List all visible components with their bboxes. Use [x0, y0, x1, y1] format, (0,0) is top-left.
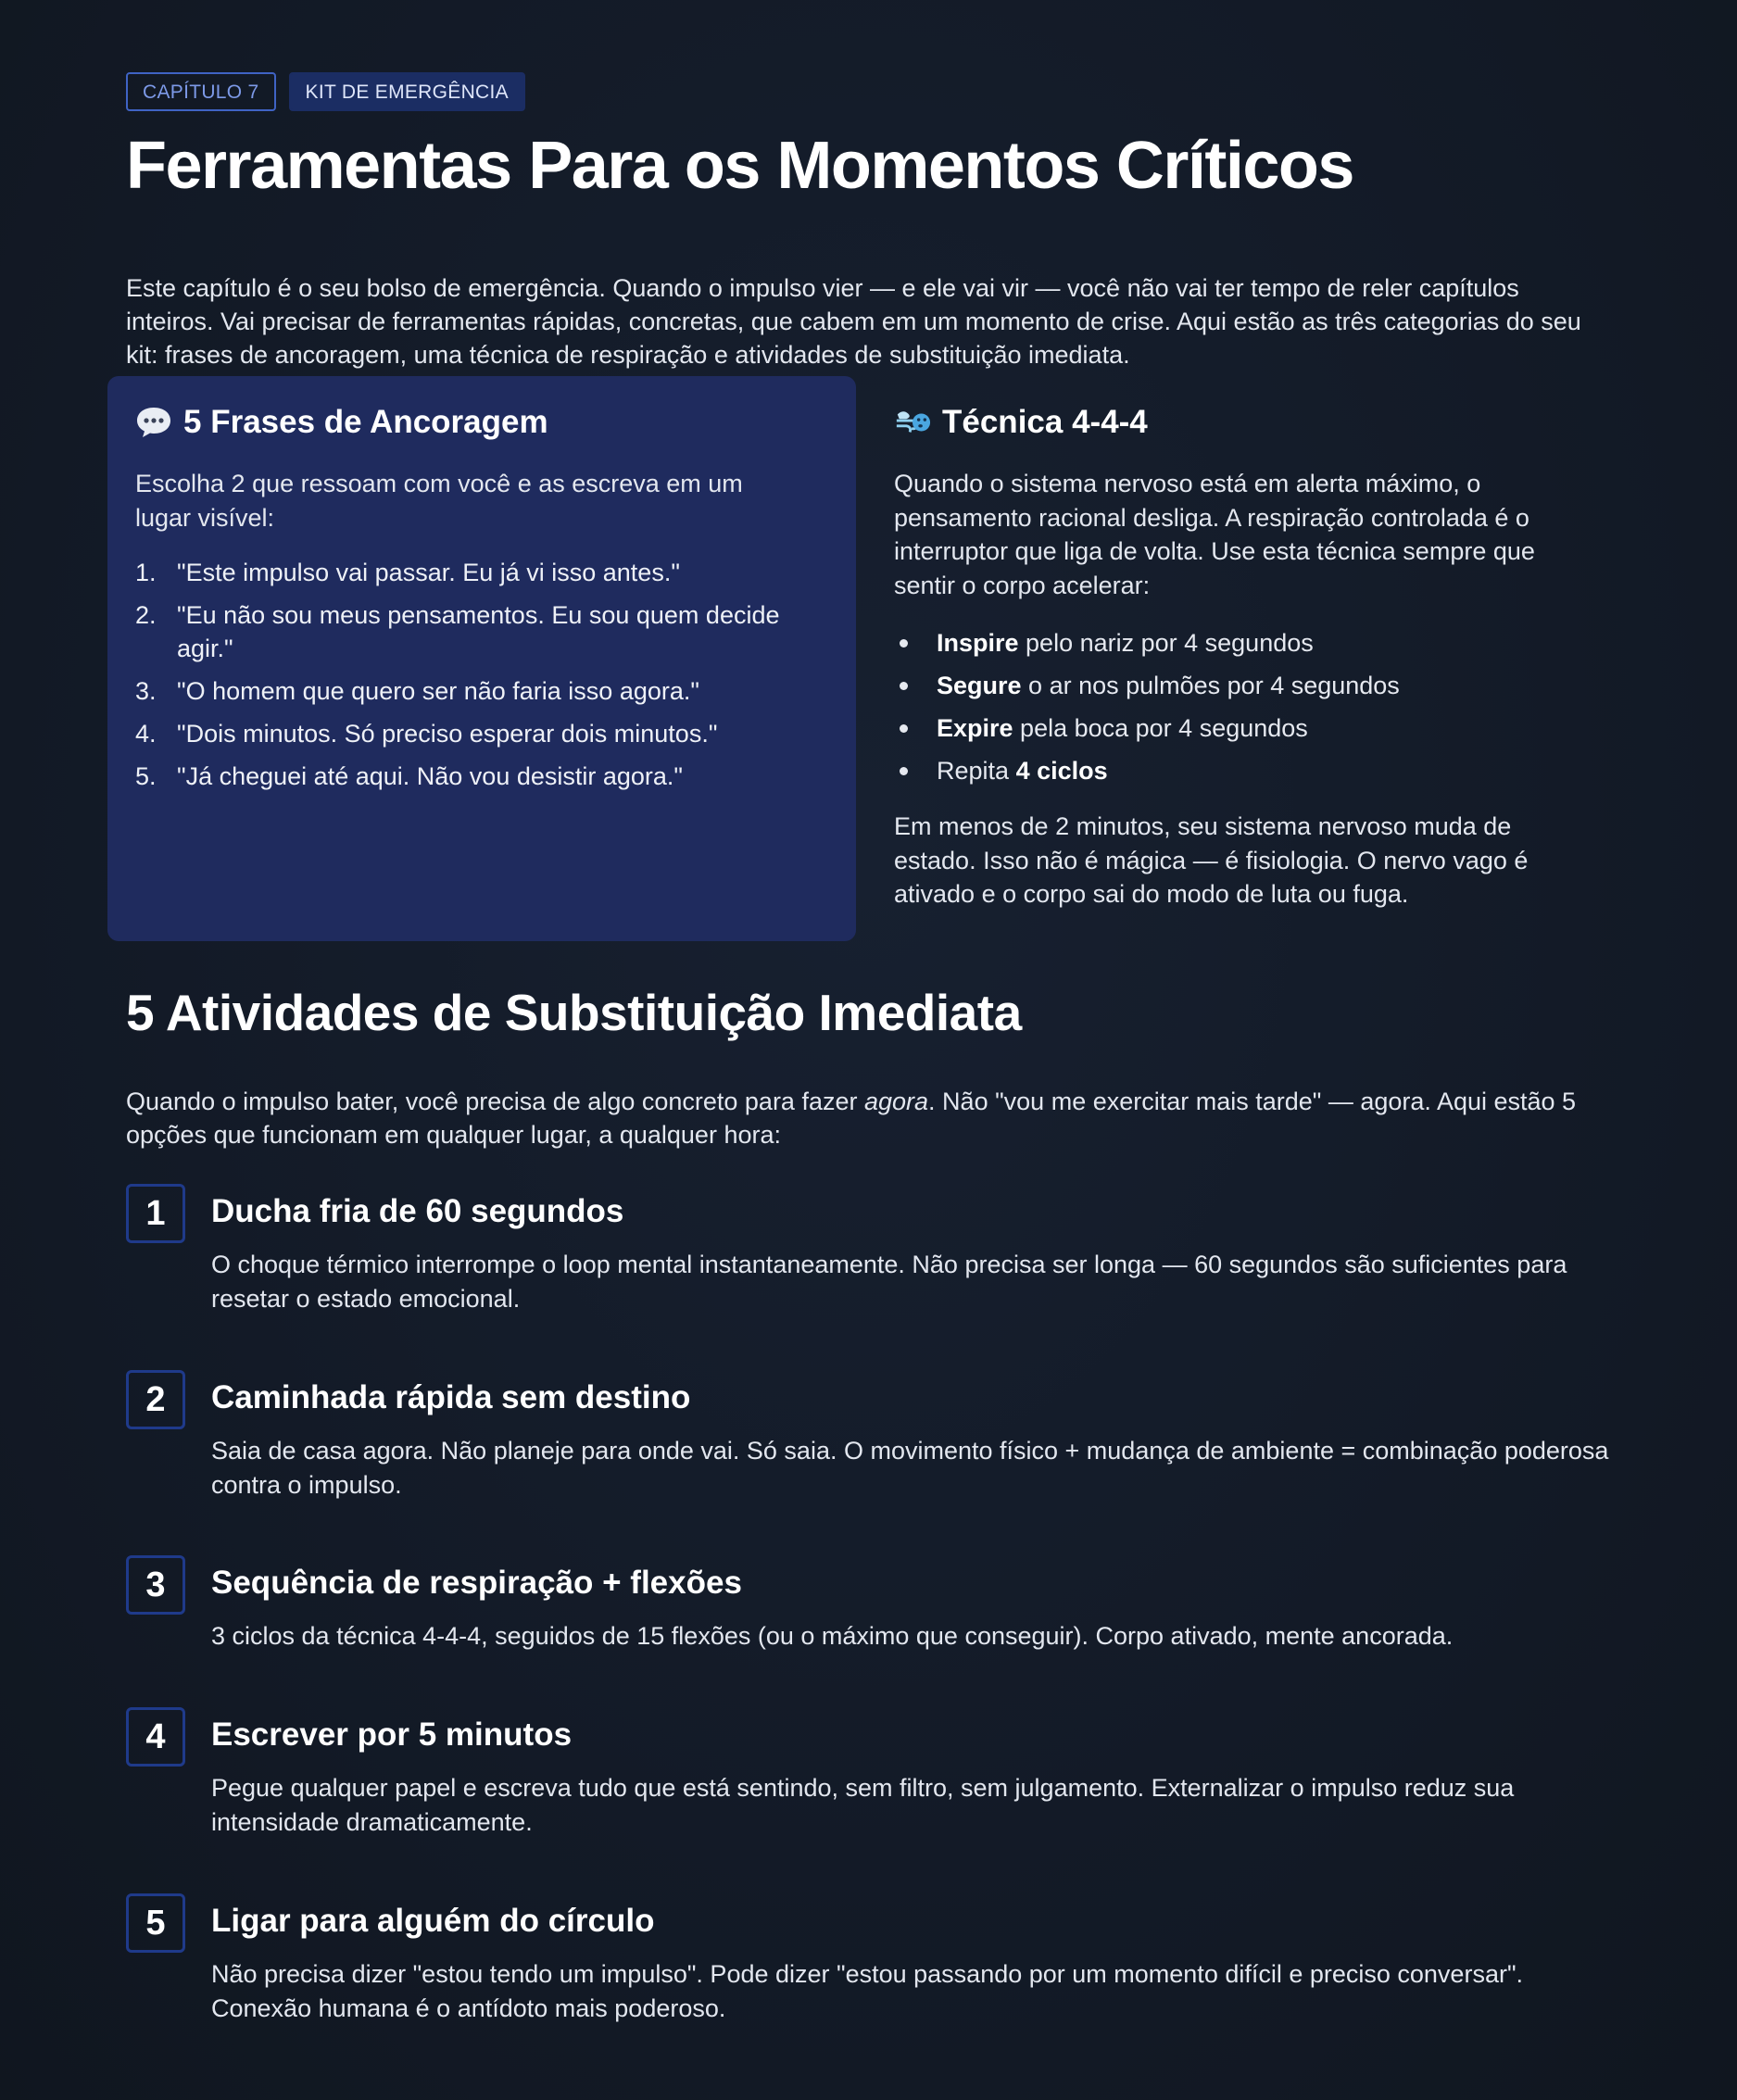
technique-steps	[894, 626, 1598, 787]
list-item-text: "Este impulso vai passar. Eu já vi isso antes."	[177, 559, 680, 586]
list-item	[135, 556, 828, 589]
phrases-card-subtitle: Escolha 2 que ressoam com você e as escreva em um lugar visível:	[135, 470, 743, 532]
list-item	[135, 717, 828, 750]
activity-number-badge: 3	[126, 1555, 185, 1615]
list-item	[135, 598, 828, 665]
list-item	[135, 760, 828, 793]
chapter-page	[126, 72, 1609, 2022]
chapter-tag: CAPÍTULO 7	[126, 72, 276, 111]
bullet-icon	[894, 754, 937, 787]
list-item-text: "Eu não sou meus pensamentos. Eu sou quem decide agir."	[177, 601, 780, 662]
technique-outro: Em menos de 2 minutos, seu sistema nervoso muda de estado. Isso não é mágica — é fisiologia. O nervo vago é ativado e o corpo sai do modo de luta ou fuga.	[894, 812, 1529, 908]
page-title: Ferramentas Para os Momentos Críticos	[126, 129, 1353, 203]
list-item-text: "Já cheguei até aqui. Não vou desistir agora."	[177, 762, 683, 790]
list-item-text	[937, 626, 1314, 660]
speech-bubble-icon	[135, 404, 172, 441]
bullet-icon	[894, 626, 937, 660]
list-item	[894, 669, 1598, 702]
activities-intro	[126, 1085, 1608, 1151]
technique-column	[894, 402, 1598, 912]
activity-description: O choque térmico interrompe o loop mental instantaneamente. Não precisa ser longa — 60 segundos são suficientes para resetar o estado emocional.	[211, 1251, 1567, 1313]
phrases-card-title-text: 5 Frases de Ancoragem	[183, 404, 548, 440]
step-rest: pela boca por 4 segundos	[1013, 714, 1308, 742]
bullet-icon	[894, 669, 937, 702]
list-item	[135, 674, 828, 708]
list-item-text: "O homem que quero ser não faria isso agora."	[177, 677, 699, 705]
technique-intro: Quando o sistema nervoso está em alerta máximo, o pensamento racional desliga. A respiração controlada é o interruptor que liga de volta. Use esta técnica sempre que sentir o corpo acelerar:	[894, 470, 1535, 599]
activities-title: 5 Atividades de Substituição Imediata	[126, 984, 1022, 1041]
activities-intro-pre: Quando o impulso bater, você precisa de algo concreto para fazer	[126, 1088, 864, 1115]
list-item-number: 4.	[135, 720, 157, 748]
list-item-number: 2.	[135, 601, 157, 629]
list-item-text	[937, 754, 1108, 787]
list-item-number: 1.	[135, 559, 157, 586]
activities-intro-emphasis: agora	[863, 1088, 929, 1115]
activity-number-badge: 1	[126, 1184, 185, 1243]
activity-title: Escrever por 5 minutos	[211, 1716, 573, 1753]
technique-title	[894, 402, 1598, 443]
technique-title-text: Técnica 4-4-4	[942, 404, 1148, 440]
bullet-icon	[894, 711, 937, 745]
list-item-text: "Dois minutos. Só preciso esperar dois minutos."	[177, 720, 718, 748]
activity-description: Saia de casa agora. Não planeje para onde vai. Só saia. O movimento físico + mudança de ambiente = combinação poderosa contra o impulso.	[211, 1437, 1609, 1499]
activity-number-badge: 2	[126, 1370, 185, 1429]
intro-paragraph: Este capítulo é o seu bolso de emergência. Quando o impulso vier — e ele vai vir — você não vai ter tempo de reler capítulos inteiros. Vai precisar de ferramentas rápidas, concretas, que cabem em um momento de crise. Aqui estão as três categorias do seu kit: frases de ancoragem, uma técnica de respiração e atividades de substituição imediata.	[126, 273, 1581, 369]
kit-tag: KIT DE EMERGÊNCIA	[289, 72, 525, 111]
activities-intro-post: . Não "vou me exercitar mais tarde" — agora. Aqui estão 5 opções que funcionam em qualquer lugar, a qualquer hora:	[126, 1088, 1577, 1149]
step-prefix: Repita	[937, 757, 1016, 785]
activity-title: Caminhada rápida sem destino	[211, 1379, 691, 1415]
activity-description: 3 ciclos da técnica 4-4-4, seguidos de 15 flexões (ou o máximo que conseguir). Corpo ativado, mente ancorada.	[211, 1622, 1454, 1650]
list-item-number: 5.	[135, 762, 157, 790]
list-item	[894, 626, 1598, 660]
step-keyword: 4 ciclos	[1015, 757, 1108, 785]
phrases-card	[107, 376, 856, 941]
list-item-number: 3.	[135, 677, 157, 705]
wind-face-icon	[894, 404, 931, 441]
step-keyword: Inspire	[937, 629, 1019, 657]
phrases-list	[135, 556, 828, 793]
activity-number-badge: 5	[126, 1893, 185, 1953]
step-rest: pelo nariz por 4 segundos	[1018, 629, 1314, 657]
tag-row	[126, 72, 1608, 111]
step-keyword: Segure	[937, 672, 1022, 699]
list-item	[894, 754, 1598, 787]
activity-title: Ligar para alguém do círculo	[211, 1903, 655, 1939]
list-item-text	[937, 669, 1400, 702]
activity-description: Não precisa dizer "estou tendo um impulso". Pode dizer "estou passando por um momento difícil e preciso conversar". Conexão humana é o antídoto mais poderoso.	[211, 1960, 1524, 2022]
activity-description: Pegue qualquer papel e escreva tudo que está sentindo, sem filtro, sem julgamento. Externalizar o impulso reduz sua intensidade dramaticamente.	[211, 1774, 1515, 1836]
activity-title: Ducha fria de 60 segundos	[211, 1193, 624, 1229]
step-keyword: Expire	[937, 714, 1013, 742]
activity-title: Sequência de respiração + flexões	[211, 1565, 742, 1601]
activity-number-badge: 4	[126, 1707, 185, 1767]
phrases-card-title	[135, 402, 828, 443]
list-item-text	[937, 711, 1308, 745]
step-rest: o ar nos pulmões por 4 segundos	[1021, 672, 1400, 699]
tools-columns	[107, 376, 1627, 941]
list-item	[894, 711, 1598, 745]
